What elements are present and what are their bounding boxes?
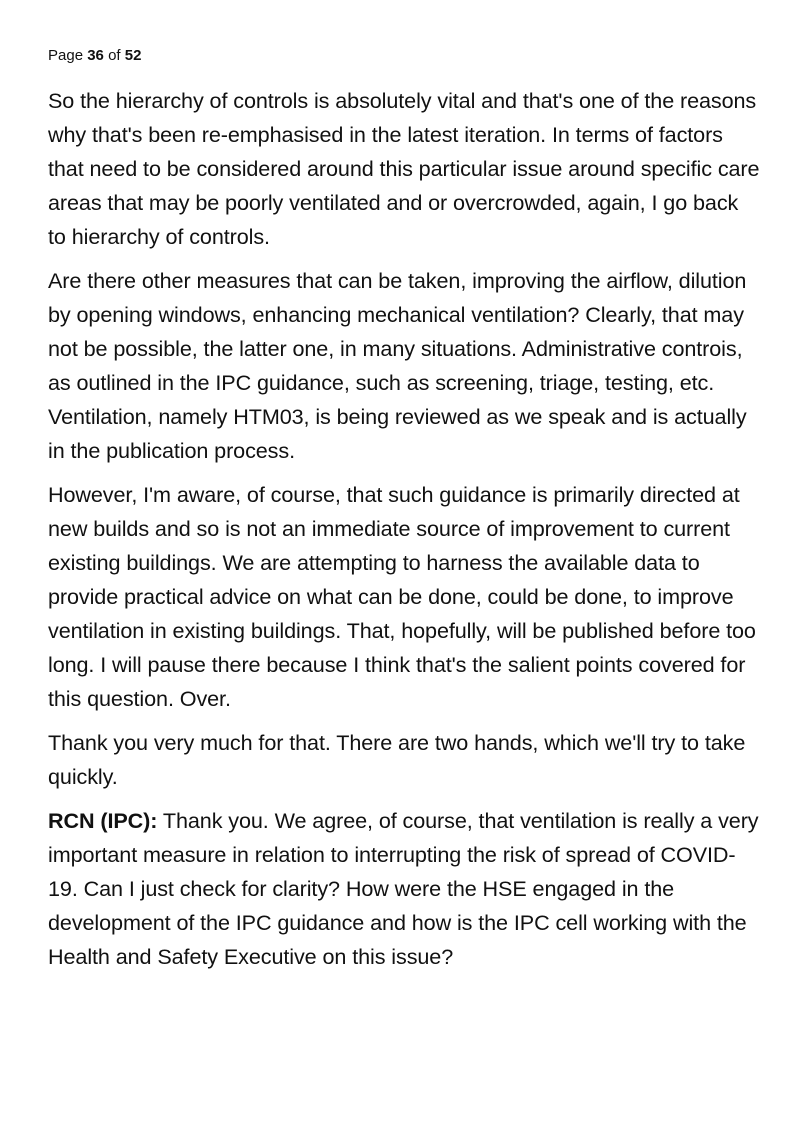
page-number-header bbox=[48, 44, 760, 68]
total-pages-number: 52 bbox=[124, 47, 142, 64]
current-page-number: 36 bbox=[87, 47, 104, 64]
transcript-paragraph-3 bbox=[48, 478, 760, 716]
transcript-paragraph-1 bbox=[48, 84, 760, 254]
document-page bbox=[48, 44, 760, 984]
speaker-label: RCN (IPC): bbox=[48, 808, 158, 833]
paragraph-text: So the hierarchy of controls is absolutely vital and that's one of the reasons why that's been re-emphasised in the latest iteration. In terms of factors that need to be considered around this particular issue around specific care areas that may be poorly ventilated and or overcrowded, again, I go back to hierarchy of controls. bbox=[48, 88, 760, 249]
page-word: Page bbox=[48, 47, 84, 64]
paragraph-text: However, I'm aware, of course, that such guidance is primarily directed at new builds and so is not an immediate source of improvement to current existing buildings. We are attempting to harness the available data to provide practical advice on what can be done, could be done, to improve ventilation in existing buildings. That, hopefully, will be published before too long. I will pause there because I think that's the salient points covered for this question. Over. bbox=[48, 482, 756, 711]
paragraph-text: Thank you very much for that. There are two hands, which we'll try to take quickly. bbox=[48, 730, 746, 789]
transcript-paragraph-5 bbox=[48, 804, 760, 974]
of-word: of bbox=[108, 47, 121, 64]
transcript-paragraph-4 bbox=[48, 726, 760, 794]
paragraph-text: Thank you. We agree, of course, that ventilation is really a very important measure in relation to interrupting the risk of spread of COVID-19. Can I just check for clarity? How were the HSE engaged in the development of the IPC guidance and how is the IPC cell working with the Health and Safety Executive on this issue? bbox=[48, 808, 759, 969]
transcript-paragraph-2 bbox=[48, 264, 760, 468]
paragraph-text: Are there other measures that can be taken, improving the airflow, dilution by opening windows, enhancing mechanical ventilation? Clearly, that may not be possible, the latter one, in many situations. Administrative controis, as outlined in the IPC guidance, such as screening, triage, testing, etc. Ventilation, namely HTM03, is being reviewed as we speak and is actually in the publication process. bbox=[48, 268, 747, 463]
